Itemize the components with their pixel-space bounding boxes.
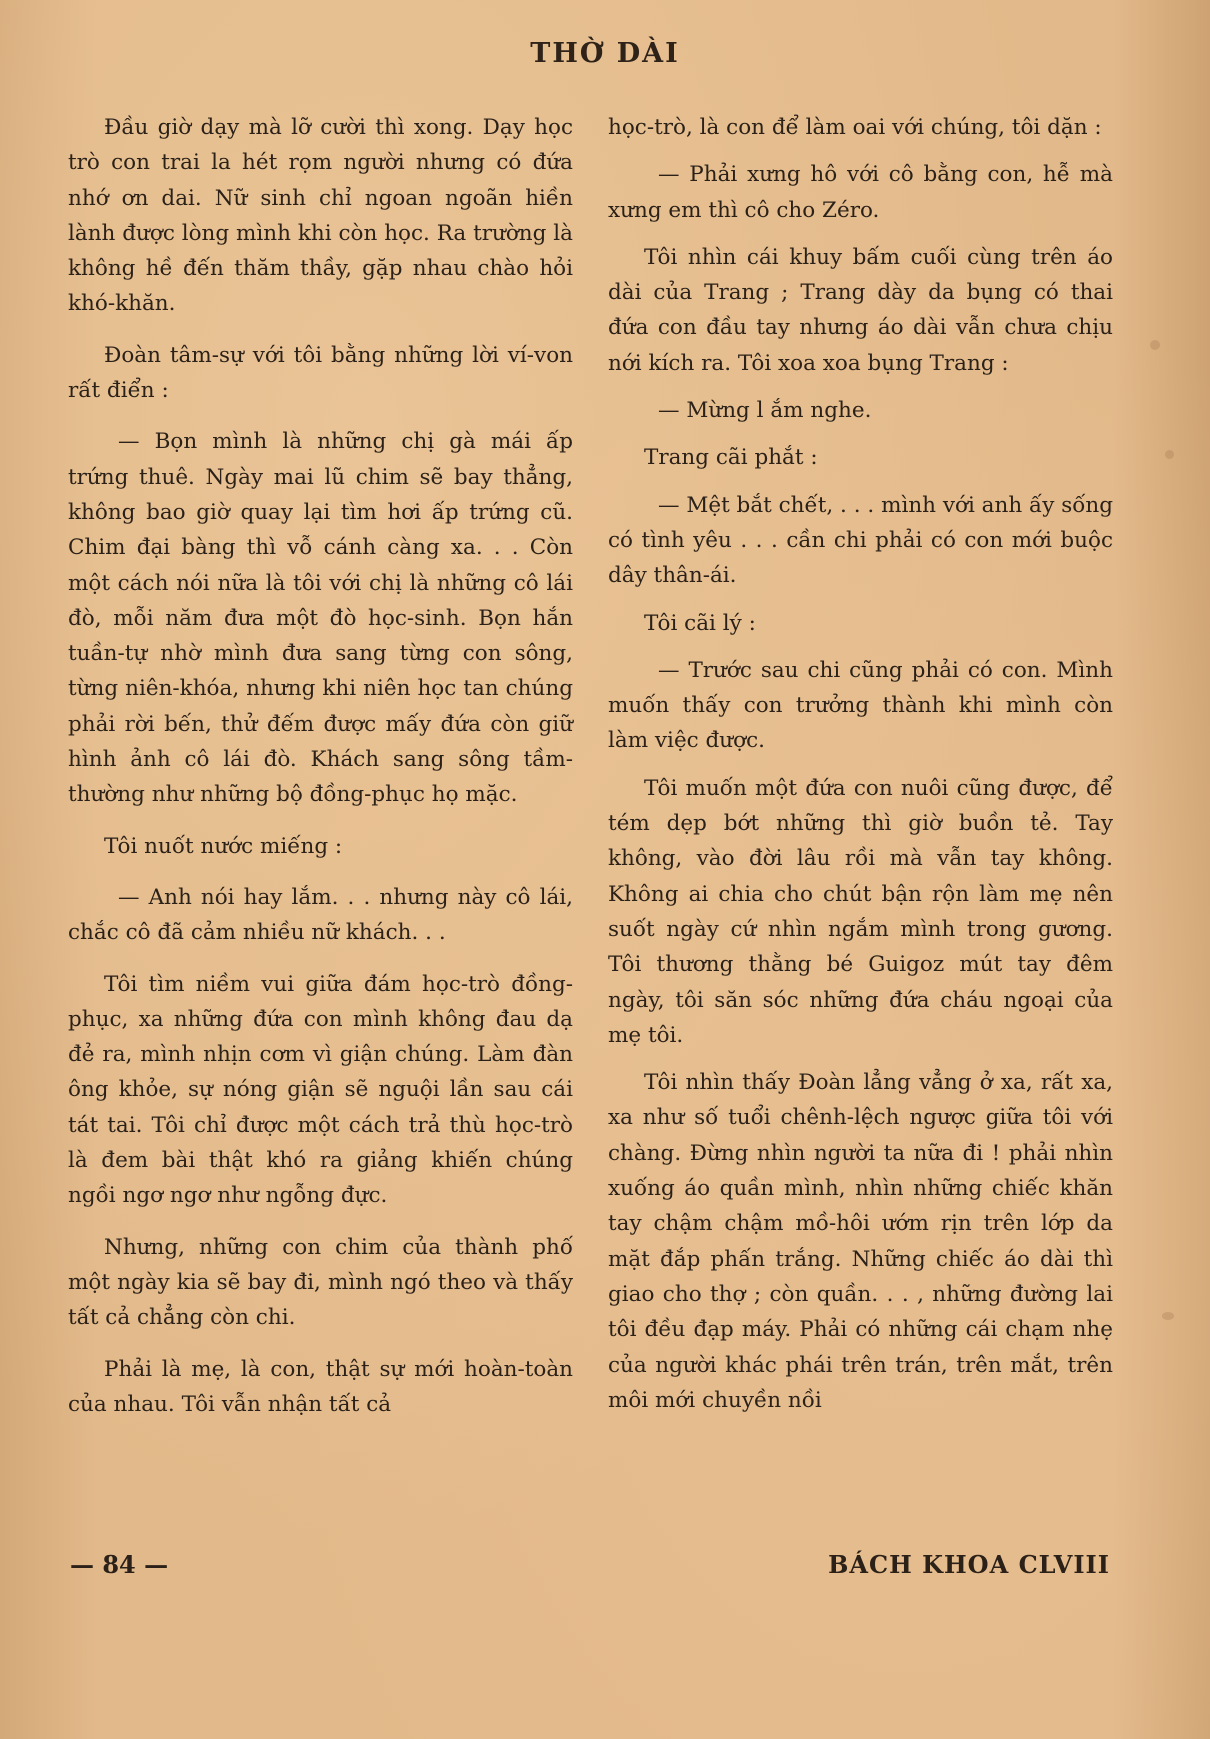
dialogue-paragraph: — Trước sau chi cũng phải có con. Mình muốn thấy con trưởng thành khi mình còn làm việc được.	[608, 657, 1113, 754]
paragraph: Nhưng, những con chim của thành phố một ngày kia sẽ bay đi, mình ngó theo và thấy tất cả chẳng còn chi.	[68, 1234, 573, 1331]
dialogue-paragraph: — Anh nói hay lắm. . . nhưng này cô lái, chắc cô đã cảm nhiều nữ khách. . .	[68, 884, 573, 946]
left-column	[68, 110, 573, 1438]
paragraph: Đoàn tâm-sự với tôi bằng những lời ví-von rất điển :	[68, 342, 573, 404]
paragraph: Tôi nhìn cái khuy bấm cuối cùng trên áo dài của Trang ; Trang dày da bụng có thai đứa con đầu tay nhưng áo dài vẫn chưa chịu nới kích ra. Tôi xoa xoa bụng Trang :	[608, 244, 1113, 376]
right-column	[608, 110, 1113, 1430]
paragraph: Phải là mẹ, là con, thật sự mới hoàn-toàn của nhau. Tôi vẫn nhận tất cả	[68, 1356, 573, 1417]
paragraph: Trang cãi phắt :	[644, 445, 818, 471]
dialogue-paragraph: — Phải xưng hô với cô bằng con, hễ mà xưng em thì cô cho Zéro.	[608, 162, 1113, 223]
paragraph: Tôi muốn một đứa con nuôi cũng được, để tém dẹp bớt những thì giờ buồn tẻ. Tay không, vào đời lâu rồi mà vẫn tay không. Không ai chia cho chút bận rộn làm mẹ nên suốt ngày cứ nhìn ngắm mình trong gương. Tôi thương thằng bé Guigoz mút tay đêm ngày, tôi săn sóc những đứa cháu ngoại của mẹ tôi.	[608, 775, 1113, 1048]
paragraph: Tôi tìm niềm vui giữa đám học-trò đồng-phục, xa những đứa con mình không đau dạ đẻ ra, mình nhịn cơm vì giận chúng. Làm đàn ông khỏe, sự nóng giận sẽ nguội lần sau cái tát tai. Tôi chỉ được một cách trả thù học-trò là đem bài thật khó ra giảng khiến chúng ngồi ngơ ngơ như ngỗng đực.	[68, 971, 573, 1209]
paragraph: Đầu giờ dạy mà lỡ cười thì xong. Dạy học trò con trai la hét rọm người nhưng có đứa nhớ ơn dai. Nữ sinh chỉ ngoan ngoãn hiền lành được lòng mình khi còn học. Ra trường là không hề đến thăm thầy, gặp nhau chào hỏi khó-khăn.	[68, 115, 573, 317]
paragraph: Tôi nuốt nước miếng :	[104, 833, 343, 859]
paragraph: học-trò, là con để làm oai với chúng, tôi dặn :	[608, 115, 1102, 140]
paper-stain	[1150, 340, 1160, 350]
dialogue-paragraph: — Mừng l ắm nghe.	[658, 398, 872, 424]
page-number: — 84 —	[70, 1550, 169, 1579]
magazine-name: BÁCH KHOA CLVIII	[828, 1550, 1110, 1579]
dialogue-paragraph: — Mệt bắt chết, . . . mình với anh ấy sống có tình yêu . . . cần chi phải có con mới buộc dây thân-ái.	[608, 492, 1113, 589]
paragraph: Tôi cãi lý :	[644, 610, 756, 636]
page-header: THỜ DÀI	[530, 38, 680, 69]
dialogue-paragraph: — Bọn mình là những chị gà mái ấp trứng thuê. Ngày mai lũ chim sẽ bay thẳng, không bao giờ quay lại tìm hơi ấp trứng cũ. Chim đại bàng thì vỗ cánh càng xa. . . Còn một cách nói nữa là tôi với chị là những cô lái đò, mỗi năm đưa một đò học-sinh. Bọn hắn tuần-tự nhờ mình đưa sang từng con sông, từng niên-khóa, nhưng khi niên học tan chúng phải rời bến, thử đếm được mấy đứa còn giữ hình ảnh cô lái đò. Khách sang sông tầm-thường như những bộ đồng-phục họ mặc.	[68, 429, 573, 808]
paper-stain	[1162, 1312, 1174, 1320]
paper-stain	[1165, 450, 1174, 459]
paragraph: Tôi nhìn thấy Đoàn lẳng vẳng ở xa, rất xa, xa như số tuổi chênh-lệch ngược giữa tôi với chàng. Đừng nhìn người ta nữa đi ! phải nhìn xuống áo quần mình, nhìn những chiếc khăn tay chậm chậm mồ-hôi ướm rịn trên lớp da mặt đắp phấn trắng. Những chiếc áo dài thì giao cho thợ ; còn quần. . . , những đường lai tôi đều đạp máy. Phải có những cái chạm nhẹ của người khác phái trên trán, trên mắt, trên môi mới chuyền nồi	[608, 1070, 1113, 1413]
